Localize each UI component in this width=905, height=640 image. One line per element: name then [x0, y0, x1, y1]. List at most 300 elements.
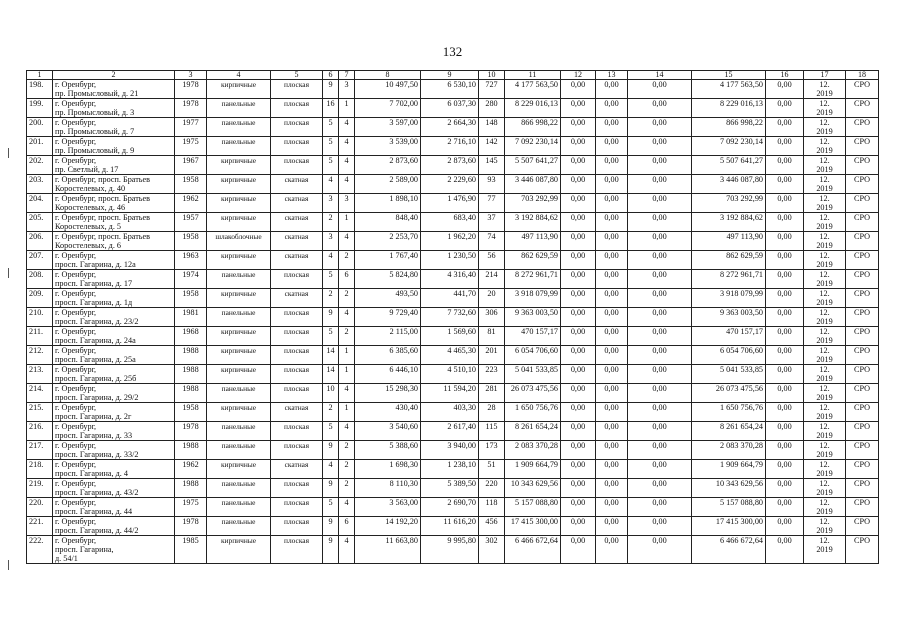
funding-method: СРО — [846, 308, 879, 327]
total-cost: 10 343 629,56 — [505, 479, 561, 498]
owner-funds: 3 918 079,99 — [692, 289, 766, 308]
floors: 16 — [323, 99, 339, 118]
table-row — [27, 536, 879, 564]
residents: 173 — [479, 441, 505, 460]
completion-date-line: 2019 — [816, 146, 833, 155]
cost-col-13: 0,00 — [596, 441, 628, 460]
row-number: 199. — [27, 99, 53, 118]
funding-method: СРО — [846, 460, 879, 479]
wall-material: кирпичные — [207, 194, 271, 213]
completion-date — [804, 460, 846, 479]
address-line: г. Оренбург, просп. Братьев — [55, 232, 151, 241]
cost-col-14: 0,00 — [628, 460, 692, 479]
owner-funds: 5 157 088,80 — [692, 498, 766, 517]
living-area: 2 617,40 — [421, 422, 479, 441]
funding-method: СРО — [846, 270, 879, 289]
total-cost: 3 192 884,62 — [505, 213, 561, 232]
row-number: 211. — [27, 327, 53, 346]
floors: 9 — [323, 441, 339, 460]
table-row — [27, 156, 879, 175]
residents: 223 — [479, 365, 505, 384]
roof-type: скатная — [271, 460, 323, 479]
completion-date-line: 12. — [819, 517, 830, 526]
owner-funds: 1 650 756,76 — [692, 403, 766, 422]
completion-date-line: 2019 — [816, 279, 833, 288]
address-line: Коростелевых, д. 46 — [55, 203, 126, 212]
roof-type: плоская — [271, 536, 323, 564]
column-number: 2 — [53, 71, 175, 80]
address — [53, 441, 175, 460]
cost-col-16: 0,00 — [766, 80, 804, 99]
wall-material: панельные — [207, 137, 271, 156]
table-row — [27, 99, 879, 118]
address-line: г. Оренбург, — [55, 498, 97, 507]
cost-col-12: 0,00 — [561, 308, 596, 327]
funding-method: СРО — [846, 175, 879, 194]
cost-col-12: 0,00 — [561, 175, 596, 194]
entrances: 4 — [339, 118, 355, 137]
completion-date-line: 12. — [819, 99, 830, 108]
table-row — [27, 137, 879, 156]
living-area: 7 732,60 — [421, 308, 479, 327]
wall-material: кирпичные — [207, 365, 271, 384]
total-cost: 7 092 230,14 — [505, 137, 561, 156]
total-cost: 8 272 961,71 — [505, 270, 561, 289]
roof-type: плоская — [271, 479, 323, 498]
floors: 10 — [323, 384, 339, 403]
entrances: 6 — [339, 270, 355, 289]
cost-col-13: 0,00 — [596, 137, 628, 156]
cost-col-16: 0,00 — [766, 536, 804, 564]
funding-method: СРО — [846, 251, 879, 270]
cost-col-16: 0,00 — [766, 232, 804, 251]
wall-material: панельные — [207, 517, 271, 536]
address — [53, 517, 175, 536]
column-number: 1 — [27, 71, 53, 80]
cost-col-16: 0,00 — [766, 384, 804, 403]
completion-date — [804, 308, 846, 327]
cost-col-14: 0,00 — [628, 118, 692, 137]
total-cost: 4 177 563,50 — [505, 80, 561, 99]
living-area: 4 465,30 — [421, 346, 479, 365]
floors: 9 — [323, 536, 339, 564]
completion-date-line: 2019 — [816, 298, 833, 307]
owner-funds: 5 507 641,27 — [692, 156, 766, 175]
column-number: 12 — [561, 71, 596, 80]
cost-col-14: 0,00 — [628, 479, 692, 498]
row-number: 200. — [27, 118, 53, 137]
funding-method: СРО — [846, 403, 879, 422]
cost-col-13: 0,00 — [596, 384, 628, 403]
completion-date — [804, 289, 846, 308]
cost-col-12: 0,00 — [561, 327, 596, 346]
entrances: 4 — [339, 384, 355, 403]
total-cost: 5 507 641,27 — [505, 156, 561, 175]
completion-date — [804, 194, 846, 213]
address — [53, 536, 175, 564]
column-number: 16 — [766, 71, 804, 80]
completion-date — [804, 118, 846, 137]
year-built: 1985 — [175, 536, 207, 564]
year-built: 1988 — [175, 384, 207, 403]
cost-col-14: 0,00 — [628, 232, 692, 251]
completion-date — [804, 327, 846, 346]
living-area: 11 616,20 — [421, 517, 479, 536]
funding-method: СРО — [846, 118, 879, 137]
address-line: просп. Гагарина, д. 29/2 — [55, 393, 139, 402]
address-line: просп. Гагарина, д. 25б — [55, 374, 137, 383]
total-area: 1 698,30 — [355, 460, 421, 479]
owner-funds: 470 157,17 — [692, 327, 766, 346]
address-line: г. Оренбург, — [55, 441, 97, 450]
entrances: 4 — [339, 175, 355, 194]
cost-col-12: 0,00 — [561, 365, 596, 384]
residents: 306 — [479, 308, 505, 327]
wall-material: кирпичные — [207, 346, 271, 365]
row-number: 203. — [27, 175, 53, 194]
total-area: 493,50 — [355, 289, 421, 308]
living-area: 403,30 — [421, 403, 479, 422]
address-line: просп. Гагарина, д. 24а — [55, 336, 136, 345]
cost-col-13: 0,00 — [596, 270, 628, 289]
wall-material: панельные — [207, 441, 271, 460]
table-row — [27, 194, 879, 213]
row-number: 208. — [27, 270, 53, 289]
owner-funds: 866 998,22 — [692, 118, 766, 137]
total-cost: 8 229 016,13 — [505, 99, 561, 118]
floors: 9 — [323, 479, 339, 498]
address-line: г. Оренбург, — [55, 80, 97, 89]
cost-col-13: 0,00 — [596, 517, 628, 536]
cost-col-13: 0,00 — [596, 175, 628, 194]
address-line: просп. Гагарина, д. 4 — [55, 469, 128, 478]
living-area: 441,70 — [421, 289, 479, 308]
cost-col-16: 0,00 — [766, 156, 804, 175]
address — [53, 99, 175, 118]
year-built: 1978 — [175, 517, 207, 536]
completion-date-line: 2019 — [816, 507, 833, 516]
roof-type: скатная — [271, 289, 323, 308]
residents: 115 — [479, 422, 505, 441]
row-number: 205. — [27, 213, 53, 232]
cost-col-14: 0,00 — [628, 517, 692, 536]
total-area: 848,40 — [355, 213, 421, 232]
year-built: 1967 — [175, 156, 207, 175]
entrances: 4 — [339, 156, 355, 175]
residents: 37 — [479, 213, 505, 232]
completion-date — [804, 365, 846, 384]
floors: 9 — [323, 517, 339, 536]
entrances: 3 — [339, 194, 355, 213]
completion-date-line: 12. — [819, 213, 830, 222]
living-area: 2 873,60 — [421, 156, 479, 175]
address-line: г. Оренбург, просп. Братьев — [55, 175, 151, 184]
owner-funds: 8 272 961,71 — [692, 270, 766, 289]
cost-col-14: 0,00 — [628, 175, 692, 194]
table-row — [27, 251, 879, 270]
floors: 9 — [323, 80, 339, 99]
row-number: 212. — [27, 346, 53, 365]
table-row — [27, 460, 879, 479]
completion-date-line: 2019 — [816, 127, 833, 136]
residents: 148 — [479, 118, 505, 137]
completion-date — [804, 270, 846, 289]
cost-col-16: 0,00 — [766, 137, 804, 156]
wall-material: кирпичные — [207, 175, 271, 194]
row-number: 215. — [27, 403, 53, 422]
total-cost: 8 261 654,24 — [505, 422, 561, 441]
column-number: 7 — [339, 71, 355, 80]
table-row — [27, 308, 879, 327]
total-area: 3 597,00 — [355, 118, 421, 137]
owner-funds: 8 261 654,24 — [692, 422, 766, 441]
completion-date-line: 12. — [819, 536, 830, 545]
row-number: 207. — [27, 251, 53, 270]
roof-type: скатная — [271, 175, 323, 194]
entrances: 3 — [339, 80, 355, 99]
table-row — [27, 441, 879, 460]
owner-funds: 6 466 672,64 — [692, 536, 766, 564]
funding-method: СРО — [846, 99, 879, 118]
funding-method: СРО — [846, 289, 879, 308]
address — [53, 384, 175, 403]
column-number: 18 — [846, 71, 879, 80]
column-number: 10 — [479, 71, 505, 80]
floors: 5 — [323, 156, 339, 175]
entrances: 4 — [339, 308, 355, 327]
year-built: 1978 — [175, 99, 207, 118]
cost-col-12: 0,00 — [561, 536, 596, 564]
cost-col-14: 0,00 — [628, 270, 692, 289]
floors: 3 — [323, 232, 339, 251]
cost-col-14: 0,00 — [628, 498, 692, 517]
cost-col-14: 0,00 — [628, 194, 692, 213]
year-built: 1958 — [175, 403, 207, 422]
cost-col-12: 0,00 — [561, 137, 596, 156]
completion-date-line: 12. — [819, 137, 830, 146]
address — [53, 270, 175, 289]
address — [53, 118, 175, 137]
table-row — [27, 327, 879, 346]
floors: 5 — [323, 327, 339, 346]
total-cost: 6 054 706,60 — [505, 346, 561, 365]
floors: 5 — [323, 118, 339, 137]
cost-col-12: 0,00 — [561, 118, 596, 137]
cost-col-16: 0,00 — [766, 289, 804, 308]
cost-col-14: 0,00 — [628, 365, 692, 384]
roof-type: плоская — [271, 308, 323, 327]
column-number: 13 — [596, 71, 628, 80]
wall-material: кирпичные — [207, 80, 271, 99]
row-number: 198. — [27, 80, 53, 99]
address-line: просп. Гагарина, д. 43/2 — [55, 488, 139, 497]
completion-date — [804, 441, 846, 460]
wall-material: панельные — [207, 384, 271, 403]
year-built: 1963 — [175, 251, 207, 270]
total-area: 9 729,40 — [355, 308, 421, 327]
cost-col-14: 0,00 — [628, 137, 692, 156]
cost-col-13: 0,00 — [596, 327, 628, 346]
row-number: 219. — [27, 479, 53, 498]
completion-date-line: 2019 — [816, 184, 833, 193]
address-line: Коростелевых, д. 40 — [55, 184, 126, 193]
cost-col-12: 0,00 — [561, 422, 596, 441]
year-built: 1958 — [175, 175, 207, 194]
total-area: 2 873,60 — [355, 156, 421, 175]
wall-material: панельные — [207, 498, 271, 517]
address-line: г. Оренбург, — [55, 99, 97, 108]
total-cost: 866 998,22 — [505, 118, 561, 137]
cost-col-12: 0,00 — [561, 289, 596, 308]
funding-method: СРО — [846, 194, 879, 213]
cost-col-12: 0,00 — [561, 403, 596, 422]
cost-col-14: 0,00 — [628, 536, 692, 564]
floors: 5 — [323, 498, 339, 517]
owner-funds: 703 292,99 — [692, 194, 766, 213]
living-area: 1 238,10 — [421, 460, 479, 479]
address-line: просп. Гагарина, д. 44 — [55, 507, 133, 516]
address-line: просп. Гагарина, — [55, 545, 114, 554]
completion-date-line: 2019 — [816, 203, 833, 212]
total-area: 10 497,50 — [355, 80, 421, 99]
completion-date-line: 12. — [819, 232, 830, 241]
cost-col-16: 0,00 — [766, 422, 804, 441]
address — [53, 327, 175, 346]
completion-date-line: 2019 — [816, 89, 833, 98]
cost-col-13: 0,00 — [596, 232, 628, 251]
living-area: 1 476,90 — [421, 194, 479, 213]
funding-method: СРО — [846, 498, 879, 517]
year-built: 1957 — [175, 213, 207, 232]
completion-date-line: 12. — [819, 80, 830, 89]
owner-funds: 1 909 664,79 — [692, 460, 766, 479]
address-line: пр. Промысловый, д. 9 — [55, 146, 135, 155]
year-built: 1988 — [175, 365, 207, 384]
living-area: 6 530,10 — [421, 80, 479, 99]
row-number: 210. — [27, 308, 53, 327]
address-line: просп. Гагарина, д. 1д — [55, 298, 133, 307]
address — [53, 308, 175, 327]
margin-mark — [8, 268, 9, 278]
cost-col-13: 0,00 — [596, 346, 628, 365]
funding-method: СРО — [846, 232, 879, 251]
owner-funds: 3 192 884,62 — [692, 213, 766, 232]
row-number: 202. — [27, 156, 53, 175]
address — [53, 346, 175, 365]
residents: 280 — [479, 99, 505, 118]
floors: 2 — [323, 289, 339, 308]
living-area: 5 389,50 — [421, 479, 479, 498]
address-line: г. Оренбург, — [55, 422, 97, 431]
cost-col-16: 0,00 — [766, 346, 804, 365]
total-cost: 497 113,90 — [505, 232, 561, 251]
roof-type: плоская — [271, 346, 323, 365]
completion-date-line: 12. — [819, 403, 830, 412]
cost-col-14: 0,00 — [628, 80, 692, 99]
cost-col-14: 0,00 — [628, 213, 692, 232]
owner-funds: 2 083 370,28 — [692, 441, 766, 460]
cost-col-12: 0,00 — [561, 479, 596, 498]
cost-col-16: 0,00 — [766, 251, 804, 270]
cost-col-16: 0,00 — [766, 270, 804, 289]
cost-col-13: 0,00 — [596, 498, 628, 517]
cost-col-12: 0,00 — [561, 232, 596, 251]
completion-date-line: 12. — [819, 270, 830, 279]
total-cost: 26 073 475,56 — [505, 384, 561, 403]
living-area: 3 940,00 — [421, 441, 479, 460]
owner-funds: 3 446 087,80 — [692, 175, 766, 194]
residents: 145 — [479, 156, 505, 175]
living-area: 1 569,60 — [421, 327, 479, 346]
roof-type: плоская — [271, 137, 323, 156]
completion-date-line: 12. — [819, 441, 830, 450]
floors: 5 — [323, 270, 339, 289]
completion-date-line: 2019 — [816, 108, 833, 117]
total-area: 430,40 — [355, 403, 421, 422]
floors: 5 — [323, 137, 339, 156]
funding-method: СРО — [846, 137, 879, 156]
total-cost: 862 629,59 — [505, 251, 561, 270]
cost-col-13: 0,00 — [596, 308, 628, 327]
address-line: г. Оренбург, — [55, 479, 97, 488]
address-line: г. Оренбург, — [55, 156, 97, 165]
roof-type: плоская — [271, 118, 323, 137]
address-line: г. Оренбург, — [55, 251, 97, 260]
cost-col-13: 0,00 — [596, 479, 628, 498]
year-built: 1975 — [175, 137, 207, 156]
total-cost: 470 157,17 — [505, 327, 561, 346]
cost-col-14: 0,00 — [628, 422, 692, 441]
completion-date-line: 2019 — [816, 355, 833, 364]
living-area: 683,40 — [421, 213, 479, 232]
completion-date-line: 12. — [819, 422, 830, 431]
cost-col-14: 0,00 — [628, 99, 692, 118]
total-cost: 6 466 672,64 — [505, 536, 561, 564]
address-line: просп. Гагарина, д. 2г — [55, 412, 132, 421]
cost-col-16: 0,00 — [766, 327, 804, 346]
wall-material: кирпичные — [207, 289, 271, 308]
year-built: 1988 — [175, 346, 207, 365]
cost-col-13: 0,00 — [596, 403, 628, 422]
cost-col-13: 0,00 — [596, 365, 628, 384]
table-row — [27, 175, 879, 194]
entrances: 2 — [339, 441, 355, 460]
cost-col-13: 0,00 — [596, 118, 628, 137]
completion-date — [804, 232, 846, 251]
completion-date-line: 2019 — [816, 317, 833, 326]
cost-col-13: 0,00 — [596, 99, 628, 118]
total-area: 11 663,80 — [355, 536, 421, 564]
wall-material: панельные — [207, 422, 271, 441]
address-line: г. Оренбург, — [55, 327, 97, 336]
completion-date-line: 2019 — [816, 222, 833, 231]
residents: 77 — [479, 194, 505, 213]
completion-date-line: 12. — [819, 498, 830, 507]
completion-date — [804, 422, 846, 441]
address-line: г. Оренбург, — [55, 118, 97, 127]
row-number: 217. — [27, 441, 53, 460]
cost-col-16: 0,00 — [766, 308, 804, 327]
completion-date-line: 2019 — [816, 412, 833, 421]
total-cost: 703 292,99 — [505, 194, 561, 213]
entrances: 2 — [339, 251, 355, 270]
address — [53, 403, 175, 422]
address — [53, 479, 175, 498]
address — [53, 251, 175, 270]
entrances: 1 — [339, 346, 355, 365]
table-row — [27, 80, 879, 99]
roof-type: плоская — [271, 422, 323, 441]
